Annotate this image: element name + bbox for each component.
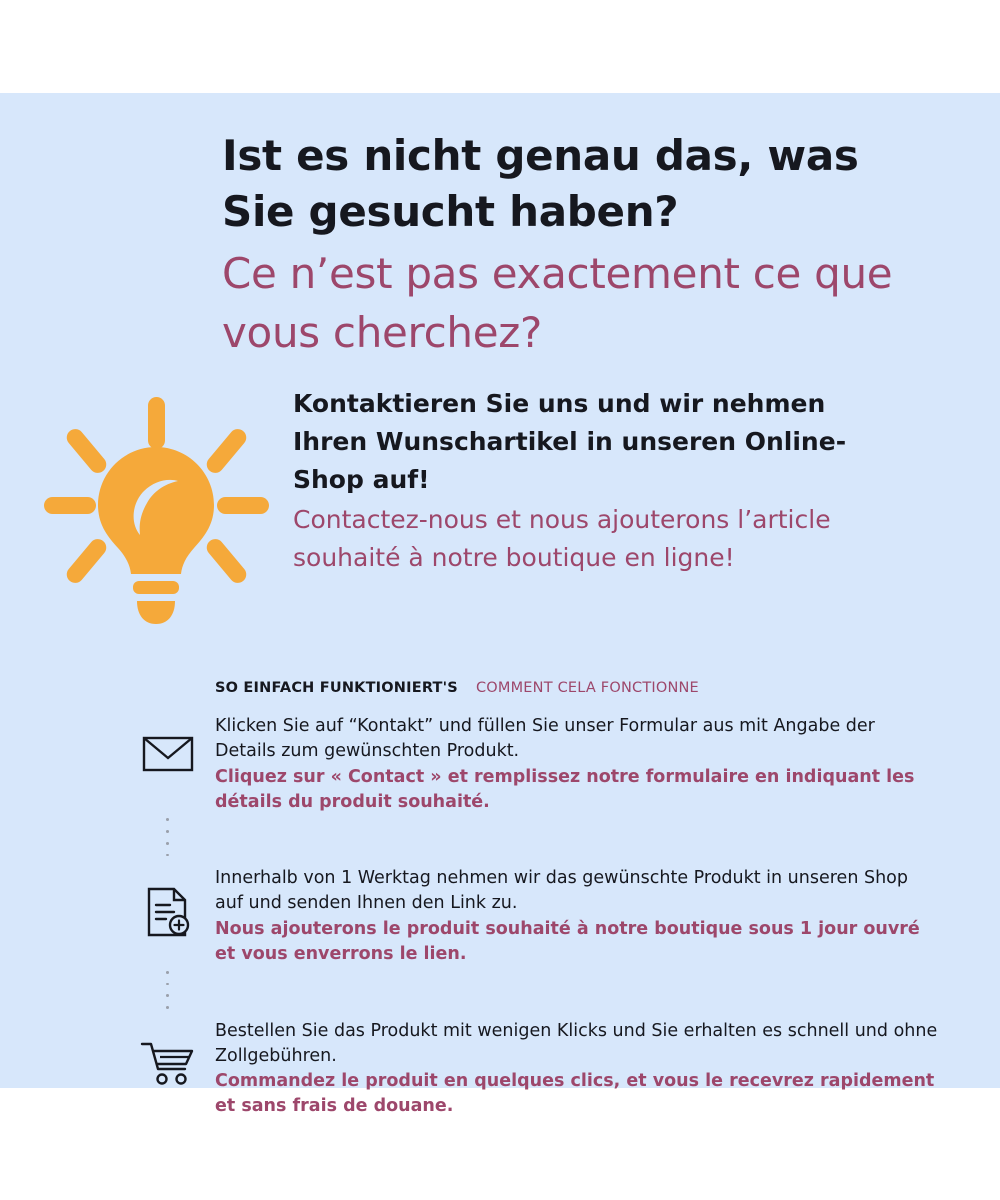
dot [166,983,169,986]
step-text [215,860,940,966]
dot [166,818,169,821]
dot [166,1006,169,1009]
headline-german: Ist es nicht genau das, was Sie gesucht haben? [222,131,859,236]
step-connector [120,814,940,860]
step-item [120,1013,940,1119]
step-text [215,708,940,814]
subtext-block [293,385,893,577]
step-item [120,708,940,814]
dot [166,971,169,974]
steps-list [120,708,940,1119]
howto-heading-german: SO EINFACH FUNKTIONIERT'S [215,680,458,696]
dotted-line [120,814,215,860]
dot [166,842,169,845]
step-text-german: Klicken Sie auf “Kontakt” und füllen Sie unser Formular aus mit Angabe der Details zum gewünschten Produkt. [215,716,875,761]
step-text-french: Nous ajouterons le produit souhaité à notre boutique sous 1 jour ouvré et vous enverrons le lien. [215,919,920,964]
step-item [120,860,940,966]
shopping-cart-icon [120,1013,215,1085]
headline-french: Ce n’est pas exactement ce que vous cherchez? [222,248,893,358]
envelope-icon [120,708,215,774]
dot [166,854,169,857]
step-text-german: Bestellen Sie das Produkt mit wenigen Klicks und Sie erhalten es schnell und ohne Zollgebühren. [215,1020,938,1066]
howto-heading-french: COMMENT CELA FONCTIONNE [475,680,699,696]
headline-block [222,128,922,363]
document-add-icon [120,860,215,938]
howto-heading [215,680,699,696]
subtext-french: Contactez-nous et nous ajouterons l’article souhaité à notre boutique en ligne! [293,505,831,572]
dotted-line [120,967,215,1013]
dot [166,994,169,997]
dot [166,830,169,833]
step-text-french: Cliquez sur « Contact » et remplissez notre formulaire en indiquant les détails du produit souhaité. [215,766,915,812]
step-text [215,1013,940,1119]
step-text-french: Commandez le produit en quelques clics, et vous le recevrez rapidement et sans frais de douane. [215,1071,935,1117]
subtext-german: Kontaktieren Sie uns und wir nehmen Ihren Wunschartikel in unseren Online-Shop auf! [293,389,847,494]
lightbulb-icon [36,385,276,635]
step-text-german: Innerhalb von 1 Werktag nehmen wir das gewünschte Produkt in unseren Shop auf und senden Ihnen den Link zu. [215,868,908,914]
step-connector [120,967,940,1013]
